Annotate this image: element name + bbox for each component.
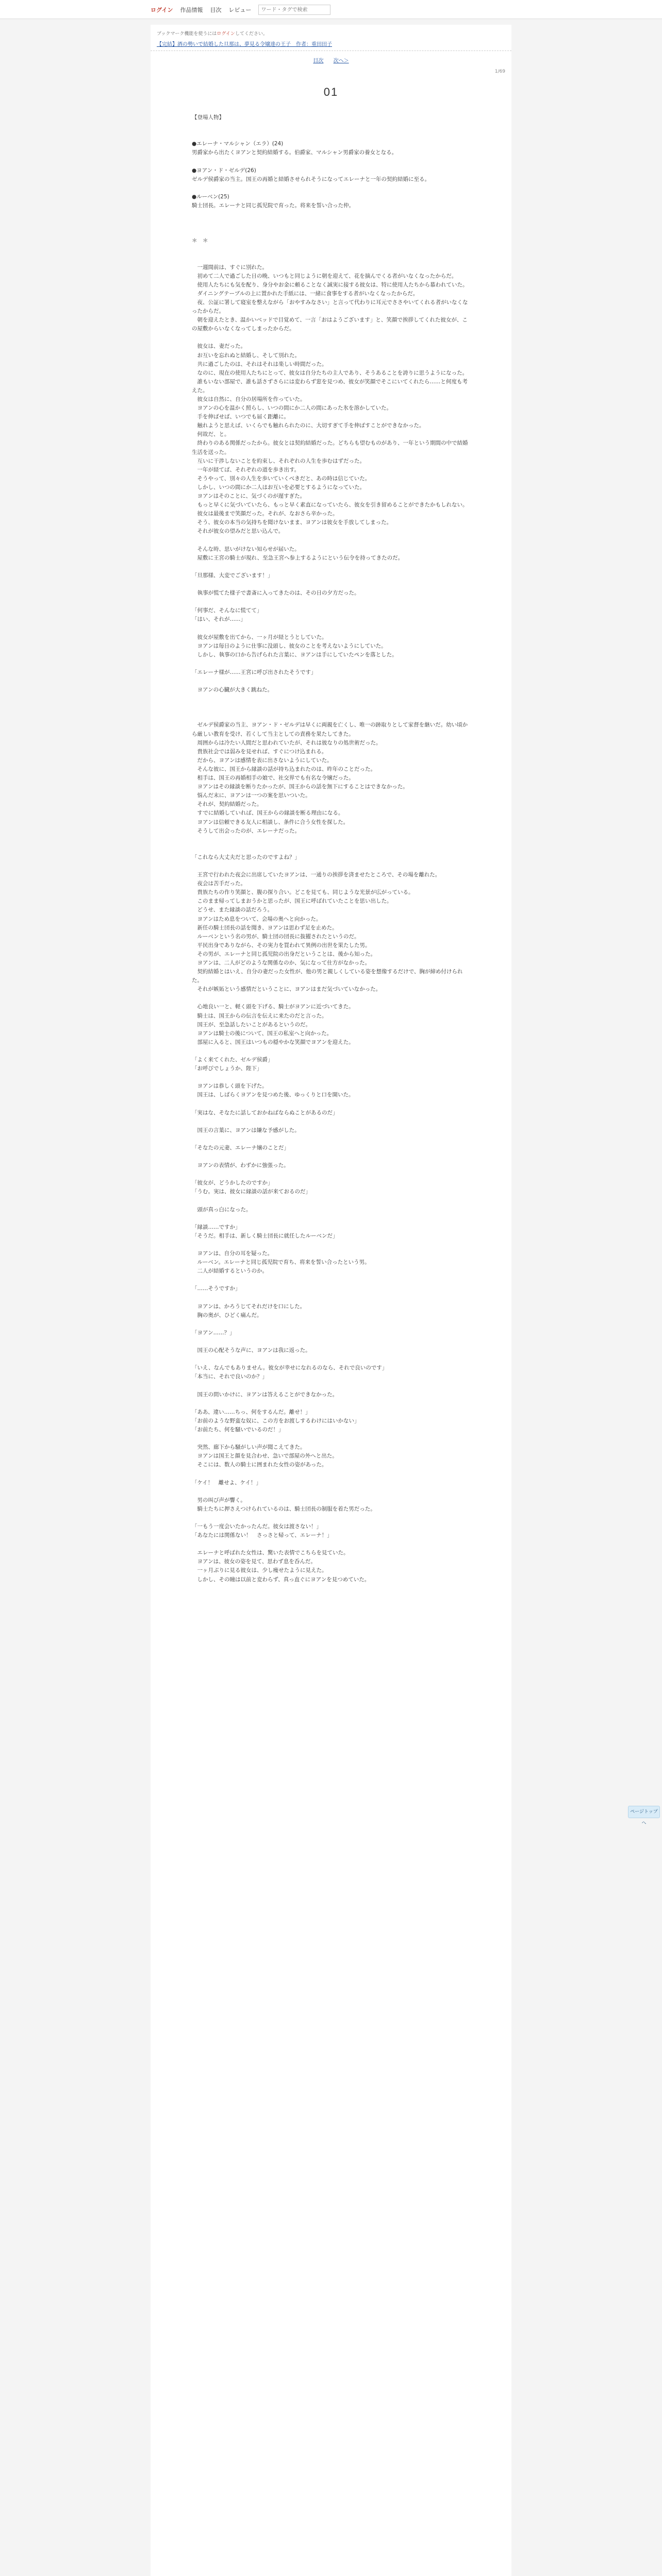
reader-content <box>151 25 511 2576</box>
body-paragraph <box>192 712 470 721</box>
body-paragraph: 頭が真っ白になった。 <box>192 1206 252 1213</box>
body-paragraph: 悩んだ末に、ヨアンは一つの案を思いついた。 <box>192 792 311 799</box>
body-paragraph: 二人が結婚するというのか。 <box>192 1268 268 1275</box>
body-paragraph: 彼女が屋敷を出てから、一ヶ月が経とうとしていた。 <box>192 634 327 640</box>
body-paragraph: エレーナと呼ばれた女性は、驚いた表情でこちらを見ていた。 <box>192 1550 349 1556</box>
body-paragraph <box>192 1100 470 1109</box>
body-paragraph: ヨアンは信頼できる友人に相談し、条件に合う女性を探した。 <box>192 819 349 825</box>
body-paragraph: ●ヨアン・ド・ゼルデ(26) <box>192 167 256 174</box>
body-paragraph: 国王の問いかけに、ヨアンは答えることができなかった。 <box>192 1391 338 1398</box>
body-paragraph <box>192 862 470 871</box>
body-paragraph: ルーベン。エレーナと同じ孤児院で育ち、将来を誓い合ったという男。 <box>192 1259 370 1266</box>
body-paragraph: ヨアンは騎士の後について、国王の私室へと向かった。 <box>192 1030 333 1037</box>
body-paragraph <box>192 210 470 219</box>
body-paragraph <box>192 255 470 263</box>
body-paragraph: ヨアンの心を温かく照らし、いつの間にか二人の間にあった氷を溶かしていた。 <box>192 405 392 412</box>
body-paragraph: 「お前のような野蛮な奴に、この方をお渡しするわけにはいかない」 <box>192 1417 360 1424</box>
body-paragraph <box>192 624 470 633</box>
body-paragraph: そんな彼に、国王から縁談の話が持ち込まれたのは、昨年のことだった。 <box>192 766 376 772</box>
body-paragraph: 平民出身でありながら、その実力を買われて異例の出世を果たした男。 <box>192 942 371 948</box>
body-paragraph: 相手は、国王の再婚相手の娘で、社交界でも有名な令嬢だった。 <box>192 775 354 782</box>
body-paragraph: 男爵家から出たくヨアンと契約結婚する。伯爵家、マルシャン男爵家の養女となる。 <box>192 149 398 156</box>
body-paragraph: 終わりのある関係だったから。彼女とは契約結婚だった。どちらも望むものがあり、一年という期間の中で結婚生活を送った。 <box>192 440 468 455</box>
body-paragraph: そこには、数人の騎士に囲まれた女性の姿があった。 <box>192 1462 327 1468</box>
body-paragraph <box>192 580 470 589</box>
body-paragraph: 心地良い一と、軽く頭を下げる、騎士がヨアンに近づいてきた。 <box>192 1004 354 1010</box>
body-paragraph <box>192 228 470 236</box>
body-paragraph: 一年が経てば、それぞれの道を歩き出す。 <box>192 466 300 473</box>
body-paragraph <box>192 1170 470 1179</box>
body-paragraph: 「……そうですか」 <box>192 1285 241 1292</box>
body-paragraph: 「エレーナ様が……王宮に呼び出されたそうです」 <box>192 669 317 675</box>
body-paragraph: 「これなら大丈夫だと思ったのですよね？」 <box>192 854 300 860</box>
body-paragraph: ルーベンという名の男が、騎士団の団長に抜擢されたというのだ。 <box>192 933 360 940</box>
body-paragraph: ヨアンの表情が、わずかに強張った。 <box>192 1162 289 1169</box>
body-paragraph: 「はい、それが……」 <box>192 616 246 623</box>
body-paragraph: 胸の奥が、ひどく痛んだ。 <box>192 1312 262 1318</box>
body-paragraph: ヨアンはそのことに、気づくのが遅すぎた。 <box>192 493 306 500</box>
body-paragraph: 貴族たちの作り笑顔と、腹の探り合い。どこを見ても、同じような光景が広がっている。 <box>192 889 414 896</box>
pager-next-link[interactable]: 次へ＞ <box>333 58 349 64</box>
notice-login-link[interactable]: ログイン <box>217 31 235 37</box>
body-paragraph: 「何事だ、そんなに慌てて」 <box>192 607 262 614</box>
body-paragraph: 「よく来てくれた、ゼルデ侯爵」 <box>192 1057 273 1063</box>
body-paragraph: そんな時、思いがけない知らせが届いた。 <box>192 546 300 552</box>
episode-pager <box>151 51 511 69</box>
body-paragraph: 騎士団長。エレーナと同じ孤児院で育った。将来を誓い合った仲。 <box>192 202 354 209</box>
body-paragraph: 朝を迎えたとき、温かいベッドで目覚めて、一言「おはようございます」と、笑顔で挨拶してくれた彼女が、この屋敷からいなくなってしまったからだ。 <box>192 317 468 332</box>
body-paragraph: ●ルーベン(25) <box>192 193 229 200</box>
body-paragraph: 共に過ごしたのは、それはそれは楽しい時間だった。 <box>192 361 327 367</box>
body-paragraph: もっと早くに気づいていたら、もっと早く素直になっていたら、彼女を引き留めることができたかもしれない。 <box>192 502 468 509</box>
body-paragraph: 夜会は苦手だった。 <box>192 880 246 887</box>
body-paragraph <box>192 1337 470 1346</box>
body-paragraph: ＊ ＊ <box>192 238 208 244</box>
body-paragraph <box>192 694 470 703</box>
body-paragraph: ヨアンは毎日のように仕事に没頭し、彼女のことを考えないようにしていた。 <box>192 642 387 649</box>
body-paragraph: 「彼女が、どうかしたのですか」 <box>192 1180 273 1187</box>
body-paragraph: そうやって、別々の人生を歩いていくべきだと、あの時は信じていた。 <box>192 475 371 482</box>
body-paragraph: ゼルデ侯爵家の当主。国王の再婚と結婚させられそうになってエレーナと一年の契約結婚に至る。 <box>192 176 430 182</box>
body-paragraph: 部屋に入ると、国王はいつもの穏やかな笑顔でヨアンを迎えた。 <box>192 1039 354 1045</box>
body-paragraph: すでに結婚していれば、国王からの縁談を断る理由になる。 <box>192 810 344 817</box>
body-paragraph: 「うむ。実は、彼女に縁談の話が来ておるのだ」 <box>192 1189 311 1195</box>
body-paragraph: 【登場人物】 <box>192 114 224 121</box>
body-paragraph: 「本当に、それで良いのか？」 <box>192 1374 268 1380</box>
nav-reviews[interactable]: レビュー <box>228 7 252 13</box>
body-paragraph <box>192 844 470 853</box>
body-paragraph: 男の叫び声が響く。 <box>192 1497 246 1503</box>
body-paragraph: 国王の心配そうな声に、ヨアンは我に返った。 <box>192 1347 311 1354</box>
body-paragraph: ヨアンは、二人がどのような関係なのか、気になって仕方がなかった。 <box>192 960 371 966</box>
nav-work-info[interactable]: 作品情報 <box>180 7 203 13</box>
body-paragraph <box>192 1153 470 1161</box>
nav-table-of-contents[interactable]: 目次 <box>210 7 222 13</box>
body-paragraph: 王宮で行われた夜会に出席していたヨアンは、一通りの挨拶を済ませたところで、その場を離れた。 <box>192 872 441 878</box>
page-counter: 1/69 <box>494 69 505 74</box>
body-paragraph <box>192 184 470 193</box>
bookmark-notice: ブックマーク機能を使うにはログインしてください。 <box>157 31 268 37</box>
body-paragraph: それが嫉妬という感情だということに、ヨアンはまだ気づいていなかった。 <box>192 986 382 993</box>
login-link[interactable]: ログイン <box>151 7 173 13</box>
body-paragraph: 手を伸ばせば、いつでも届く距離に。 <box>192 414 289 420</box>
body-paragraph <box>192 1382 470 1391</box>
body-paragraph <box>192 994 470 1003</box>
body-paragraph: 周囲からは冷たい人間だと思われていたが、それは彼なりの処世術だった。 <box>192 739 382 746</box>
body-paragraph: 一ヶ月ぶりに見る彼女は、少し痩せたように見えた。 <box>192 1567 327 1574</box>
body-paragraph <box>192 131 470 140</box>
body-paragraph <box>192 1214 470 1223</box>
body-paragraph: 騎士は、国王からの伝言を伝えに来たのだと言った。 <box>192 1012 327 1019</box>
page-top-button[interactable]: ページトップへ <box>628 1806 660 1818</box>
body-paragraph <box>192 1117 470 1126</box>
body-paragraph <box>192 219 470 228</box>
body-paragraph: 執事が慌てた様子で書斎に入ってきたのは、その日の夕方だった。 <box>192 590 360 597</box>
body-paragraph: だから、ヨアンは感情を表に出さないようにしていた。 <box>192 757 333 764</box>
body-paragraph: このまま帰ってしまおうかと思ったが、国王に呼ばれていたことを思い出した。 <box>192 898 392 905</box>
body-paragraph: それが、契約結婚だった。 <box>192 801 262 808</box>
body-paragraph <box>192 536 470 545</box>
body-paragraph: 国王の言葉に、ヨアンは嫌な予感がした。 <box>192 1127 300 1133</box>
body-paragraph: しかし、いつの間にか二人はお互いを必要とするようになっていた。 <box>192 484 365 490</box>
body-paragraph <box>192 1434 470 1443</box>
pager-prev-link[interactable]: 目次 <box>313 58 324 64</box>
series-title-link[interactable]: 【完結】酒の勢いで結婚した旦那は、夢見る令嬢達の王子 作者：重田田子 <box>151 37 511 51</box>
body-paragraph: 触れようと思えば、いくらでも触れられたのに、大切すぎて手を伸ばすことができなかった。 <box>192 422 425 429</box>
body-paragraph <box>192 1073 470 1082</box>
body-paragraph <box>192 1469 470 1478</box>
body-paragraph: 「あなたには関係ない！ さっさと帰って、エレーナ！」 <box>192 1532 333 1539</box>
body-paragraph: 国王が、至急話したいことがあるというのだ。 <box>192 1021 311 1028</box>
body-paragraph <box>192 1399 470 1408</box>
body-paragraph: 「お前たち、何を騒いでいるのだ！」 <box>192 1426 284 1433</box>
body-paragraph: 「ヨアン……？」 <box>192 1329 235 1336</box>
body-paragraph: 彼女は最後まで笑顔だった。それが、なおさら辛かった。 <box>192 511 338 517</box>
body-paragraph: 「一もう一度会いたかったんだ。彼女は渡さない！」 <box>192 1523 322 1530</box>
body-paragraph <box>192 703 470 712</box>
body-paragraph <box>192 1540 470 1549</box>
body-paragraph: 一週間前は、すぐに別れた。 <box>192 264 268 270</box>
body-paragraph: それが彼女の望みだと思い込んで。 <box>192 528 284 535</box>
body-paragraph <box>192 836 470 844</box>
novel-body <box>151 113 511 1584</box>
body-paragraph: 夜、公証に署して寝室を整えながら「おやすみなさい」と言って代わりに耳元でささやいてくれる者がいなくなったからだ。 <box>192 299 468 315</box>
body-paragraph <box>192 1320 470 1329</box>
body-paragraph: 「いえ、なんでもありません。彼女が幸せになれるのなら、それで良いのです」 <box>192 1365 388 1371</box>
body-paragraph: 「そなたの元妻、エレーナ嬢のことだ」 <box>192 1144 289 1151</box>
body-paragraph <box>192 1514 470 1522</box>
top-navigation-bar <box>0 0 662 19</box>
body-paragraph <box>192 563 470 571</box>
body-paragraph: ヨアンは、彼女の姿を見て、思わず息を呑んだ。 <box>192 1558 316 1565</box>
body-paragraph: 「ケイ！ 離せよ、ケイ！」 <box>192 1479 262 1486</box>
body-paragraph: 「縁談……ですか」 <box>192 1224 241 1230</box>
body-paragraph: ダイニングテーブルの上に置かれた手紙には、一緒に食事をする者がいなくなったからだ。 <box>192 290 419 297</box>
body-paragraph <box>192 122 470 131</box>
body-paragraph: 「ああ、違い……ちっ、何をするんだ。離せ！」 <box>192 1409 311 1415</box>
body-paragraph: その男が、エレーナと同じ孤児院の出身だということは、後から知った。 <box>192 951 376 957</box>
body-paragraph: ヨアンの心臓が大きく跳ねた。 <box>192 687 273 693</box>
body-paragraph <box>192 598 470 606</box>
body-paragraph: 国王は、しばらくヨアンを見つめた後、ゆっくりと口を開いた。 <box>192 1092 354 1098</box>
body-paragraph <box>192 1294 470 1302</box>
body-paragraph <box>192 1487 470 1496</box>
body-paragraph <box>192 659 470 668</box>
body-paragraph: ヨアンは国王と顔を見合わせ、急いで部屋の外へと出た。 <box>192 1453 338 1460</box>
body-paragraph: 新任の騎士団長の話を聞き、ヨアンは思わず足を止めた。 <box>192 924 338 931</box>
body-paragraph: どうせ、また縁談の話だろう。 <box>192 907 273 913</box>
body-paragraph <box>192 333 470 342</box>
body-paragraph: 「旦那様、大変でございます！」 <box>192 572 273 579</box>
body-paragraph: 契約結婚とはいえ、自分の妻だった女性が、他の男と親しくしている姿を想像するだけで、胸が締め付けられた。 <box>192 969 463 984</box>
body-paragraph: 突然、廊下から騒がしい声が聞こえてきた。 <box>192 1444 306 1451</box>
body-paragraph: しかし、その瞳は以前と変わらず、真っ直ぐにヨアンを見つめていた。 <box>192 1576 370 1583</box>
body-paragraph: 何故だ、と。 <box>192 431 230 438</box>
body-paragraph: 誰もいない部屋で、誰も話さずさらには変わらず窓を見つめ、彼女が笑顔でそこにいてくれたら……と何度も考えた。 <box>192 378 468 394</box>
body-paragraph: ●エレーナ・マルシャン（エラ）(24) <box>192 141 284 147</box>
body-paragraph <box>192 1355 470 1364</box>
body-paragraph: 貴族社会では弱みを見せれば、すぐにつけ込まれる。 <box>192 748 327 755</box>
body-paragraph: 彼女は自然に、自分の居場所を作っていた。 <box>192 396 306 402</box>
body-paragraph: ヨアンは恭しく頭を下げた。 <box>192 1083 268 1090</box>
body-paragraph <box>192 1047 470 1056</box>
search-input[interactable] <box>258 5 330 15</box>
body-paragraph: そう、彼女の本当の気持ちを聞けないまま、ヨアンは彼女を手放してしまった。 <box>192 519 392 526</box>
body-paragraph: なのに、現在の使用人たちにとって、彼女は自分たちの主人であり、そうあることを誇りに思うようになった。 <box>192 369 468 376</box>
body-paragraph: そうして出会ったのが、エレーナだった。 <box>192 827 300 834</box>
body-paragraph: ヨアンは、自分の耳を疑った。 <box>192 1250 273 1257</box>
body-paragraph: 互いに干渉しないことを約束し、それぞれの人生を歩むはずだった。 <box>192 457 365 464</box>
body-paragraph: 屋敷に王宮の騎士が現れ、至急王宮へ参上するようにという伝令を持ってきたのだ。 <box>192 554 404 561</box>
body-paragraph <box>192 1135 470 1144</box>
body-paragraph: 「そうだ。相手は、新しく騎士団長に就任したルーベンだ」 <box>192 1232 338 1239</box>
body-paragraph <box>192 157 470 166</box>
body-paragraph: 彼女は、妻だった。 <box>192 343 246 350</box>
body-paragraph: しかし、執事の口から告げられた言葉に、ヨアンは手にしていたペンを落とした。 <box>192 651 398 658</box>
body-paragraph: 「実はな、そなたに話しておかねばならぬことがあるのだ」 <box>192 1109 338 1116</box>
episode-title: 01 <box>323 86 339 98</box>
body-paragraph: 「お呼びでしょうか、陛下」 <box>192 1065 262 1072</box>
body-paragraph: お互いを忘れぬと結婚し、そして別れた。 <box>192 352 300 359</box>
body-paragraph <box>192 1241 470 1249</box>
body-paragraph <box>192 1276 470 1284</box>
body-paragraph <box>192 1197 470 1206</box>
body-paragraph: 初めて二人で過ごした日の晩、いつもと同じように朝を迎えて、花を摘んでくる者がいなくなったからだ。 <box>192 273 457 279</box>
body-paragraph: 騎士たちに押さえつけられているのは、騎士団長の制服を着た男だった。 <box>192 1505 376 1512</box>
body-paragraph <box>192 245 470 254</box>
body-paragraph: 使用人たちにも気を配り、身分やお金に頼ることなく誠実に接する彼女は、特に使用人たちから慕われていた。 <box>192 281 468 288</box>
body-paragraph: ヨアンはその縁談を断りたかったが、国王からの話を無下にすることはできなかった。 <box>192 784 408 790</box>
body-paragraph <box>192 677 470 686</box>
body-paragraph: ゼルデ侯爵家の当主、ヨアン・ド・ゼルデは早くに両親を亡くし、唯一の跡取りとして家督を継いだ。幼い頃から厳しい教育を受け、若くして当主としての責務を果たしてきた。 <box>192 722 468 737</box>
body-paragraph: ヨアンはため息をついて、会場の奥へと向かった。 <box>192 916 322 922</box>
body-paragraph: ヨアンは、かろうじてそれだけを口にした。 <box>192 1303 306 1310</box>
